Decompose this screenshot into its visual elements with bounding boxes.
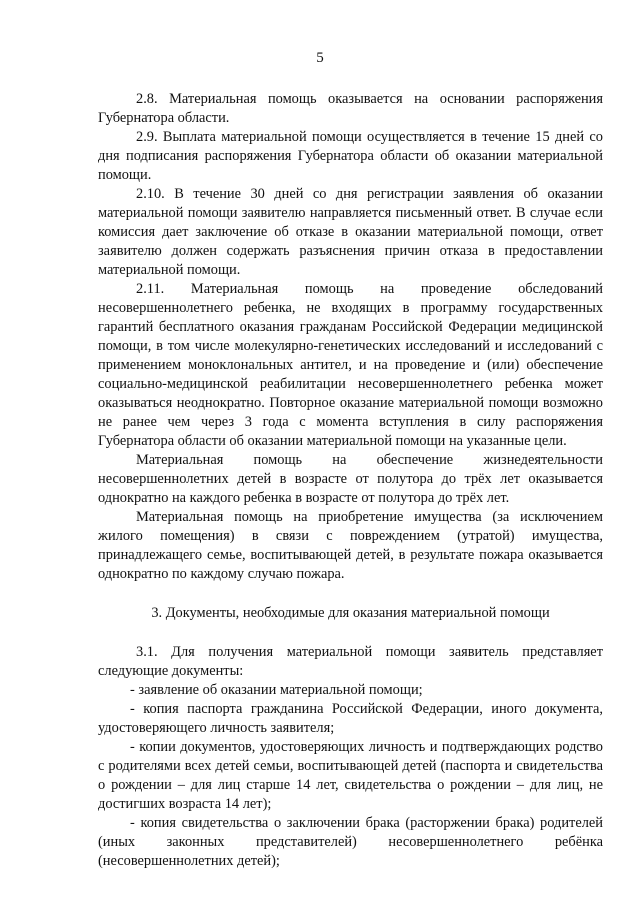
- document-list-item: - копия паспорта гражданина Российской Федерации, иного документа, удостоверяющего личность заявителя;: [98, 701, 603, 736]
- paragraph-2-8: 2.8. Материальная помощь оказывается на основании распоряжения Губернатора области.: [98, 91, 603, 126]
- document-body: [98, 90, 603, 871]
- paragraph-2-10: 2.10. В течение 30 дней со дня регистрации заявления об оказании материальной помощи заявителю направляется письменный ответ. В случае если комиссия дает заключение об отказе в оказании материальной помощи, ответ заявителю должен содержать разъяснения причин отказа в предоставлении материальной помощи.: [98, 186, 603, 278]
- section-3-heading: 3. Документы, необходимые для оказания материальной помощи: [151, 605, 550, 621]
- paragraph-property: Материальная помощь на приобретение имущества (за исключением жилого помещения) в связи с повреждением (утратой) имущества, принадлежащего семье, воспитывающей детей, в результате пожара оказывается однократно по каждому случаю пожара.: [98, 509, 603, 582]
- paragraph-life-support: Материальная помощь на обеспечение жизнедеятельности несовершеннолетних детей в возрасте от полутора до трёх лет оказывается однократно на каждого ребенка в возрасте от полутора до трёх лет.: [98, 452, 603, 506]
- document-list-item: - копии документов, удостоверяющих личность и подтверждающих родство с родителями всех детей семьи, воспитывающей детей (паспорта и свидетельства о рождении – для лиц старше 14 лет, свидетельства о рождении – для лиц, не достигших возраста 14 лет);: [98, 739, 603, 812]
- document-list-item: - заявление об оказании материальной помощи;: [130, 682, 423, 698]
- paragraph-2-9: 2.9. Выплата материальной помощи осуществляется в течение 15 дней со дня подписания распоряжения Губернатора области об оказании материальной помощи.: [98, 129, 603, 183]
- page-number: 5: [316, 50, 324, 66]
- document-list-item: - копия свидетельства о заключении брака (расторжении брака) родителей (иных законных представителей) несовершеннолетнего ребёнка (несовершеннолетних детей);: [98, 815, 603, 869]
- paragraph-2-11: 2.11. Материальная помощь на проведение обследований несовершеннолетнего ребенка, не входящих в программу государственных гарантий бесплатного оказания гражданам Российской Федерации медицинской помощи, в том числе молекулярно-генетических исследований и исследований с применением моноклональных антител, и на проведение и (или) обеспечение социально-медицинской реабилитации несовершеннолетнего ребенка может оказываться неоднократно. Повторное оказание материальной помощи возможно не ранее чем через 3 года с момента вступления в силу распоряжения Губернатора области об оказании материальной помощи на указанные цели.: [98, 281, 603, 449]
- paragraph-3-1: 3.1. Для получения материальной помощи заявитель представляет следующие документы:: [98, 644, 603, 679]
